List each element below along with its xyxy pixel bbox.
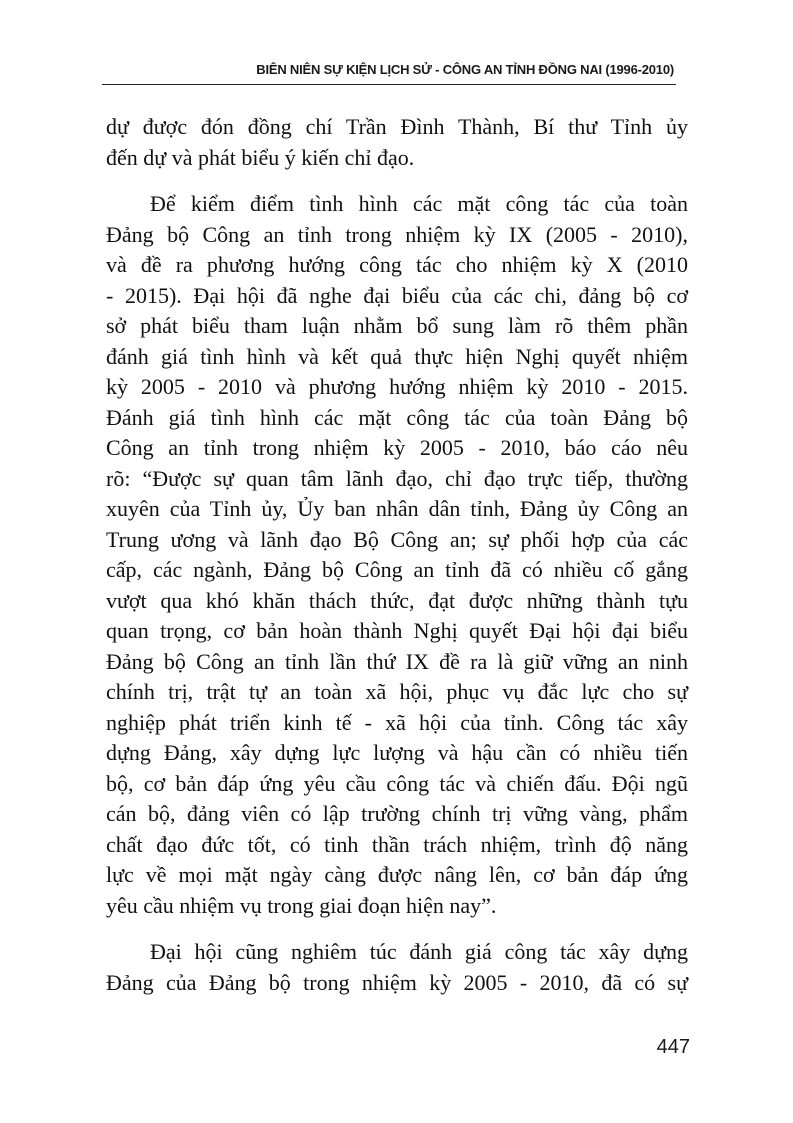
text-line: Đánh giá tình hình các mặt công tác của toàn Đảng bộ <box>106 404 688 430</box>
text-line: nghiệp phát triển kinh tế - xã hội của tỉnh. Công tác xây <box>106 709 688 735</box>
text-line: Đại hội cũng nghiêm túc đánh giá công tác xây dựng <box>150 939 688 964</box>
text-line: chất đạo đức tốt, có tinh thần trách nhiệm, trình độ năng <box>106 831 688 857</box>
text-line: vượt qua khó khăn thách thức, đạt được những thành tựu <box>106 587 688 613</box>
paragraph-1 <box>106 112 688 173</box>
text-line: rõ: “Được sự quan tâm lãnh đạo, chỉ đạo trực tiếp, thường <box>106 465 688 491</box>
text-line: Đảng của Đảng bộ trong nhiệm kỳ 2005 - 2010, đã có sự <box>106 969 688 995</box>
body-text <box>106 112 688 998</box>
text-line: sở phát biểu tham luận nhằm bổ sung làm rõ thêm phần <box>106 313 688 338</box>
paragraph-gap <box>106 173 688 189</box>
paragraph-3 <box>106 937 688 998</box>
text-line: kỳ 2005 - 2010 và phương hướng nhiệm kỳ 2010 - 2015. <box>106 374 688 399</box>
text-line: lực về mọi mặt ngày càng được nâng lên, cơ bản đáp ứng <box>106 862 688 887</box>
paragraph-2 <box>106 189 688 921</box>
text-line: xuyên của Tỉnh ủy, Ủy ban nhân dân tỉnh, Đảng ủy Công an <box>106 496 688 521</box>
text-line: dựng Đảng, xây dựng lực lượng và hậu cần có nhiều tiến <box>106 740 688 765</box>
text-line: yêu cầu nhiệm vụ trong giai đoạn hiện nay”. <box>106 892 497 918</box>
text-line: cấp, các ngành, Đảng bộ Công an tỉnh đã có nhiều cố gắng <box>106 557 688 582</box>
text-line: dự được đón đồng chí Trần Đình Thành, Bí thư Tỉnh ủy <box>106 114 688 139</box>
text-line: cán bộ, đảng viên có lập trường chính trị vững vàng, phẩm <box>106 801 688 826</box>
text-line: chính trị, trật tự an toàn xã hội, phục vụ đắc lực cho sự <box>106 679 688 704</box>
text-line: Để kiểm điểm tình hình các mặt công tác của toàn <box>150 191 688 216</box>
page-number: 447 <box>656 1036 690 1058</box>
running-header: BIÊN NIÊN SỰ KIỆN LỊCH SỬ - CÔNG AN TỈNH ĐỒNG NAI (1996-2010) <box>256 62 674 77</box>
text-line: đến dự và phát biểu ý kiến chỉ đạo. <box>106 144 415 170</box>
text-line: đánh giá tình hình và kết quả thực hiện Nghị quyết nhiệm <box>106 343 688 369</box>
text-line: Công an tỉnh trong nhiệm kỳ 2005 - 2010, báo cáo nêu <box>106 435 688 460</box>
text-line: quan trọng, cơ bản hoàn thành Nghị quyết Đại hội đại biểu <box>106 618 688 643</box>
text-line: Đảng bộ Công an tỉnh trong nhiệm kỳ IX (2005 - 2010), <box>106 221 688 247</box>
text-line: bộ, cơ bản đáp ứng yêu cầu công tác và chiến đấu. Đội ngũ <box>106 770 688 796</box>
text-line: và đề ra phương hướng công tác cho nhiệm kỳ X (2010 <box>106 252 688 277</box>
header-rule <box>102 84 676 85</box>
paragraph-gap <box>106 921 688 937</box>
text-line: Trung ương và lãnh đạo Bộ Công an; sự phối hợp của các <box>106 526 688 552</box>
text-line: Đảng bộ Công an tỉnh lần thứ IX đề ra là giữ vững an ninh <box>106 648 688 674</box>
text-line: - 2015). Đại hội đã nghe đại biểu của các chi, đảng bộ cơ <box>106 282 688 308</box>
